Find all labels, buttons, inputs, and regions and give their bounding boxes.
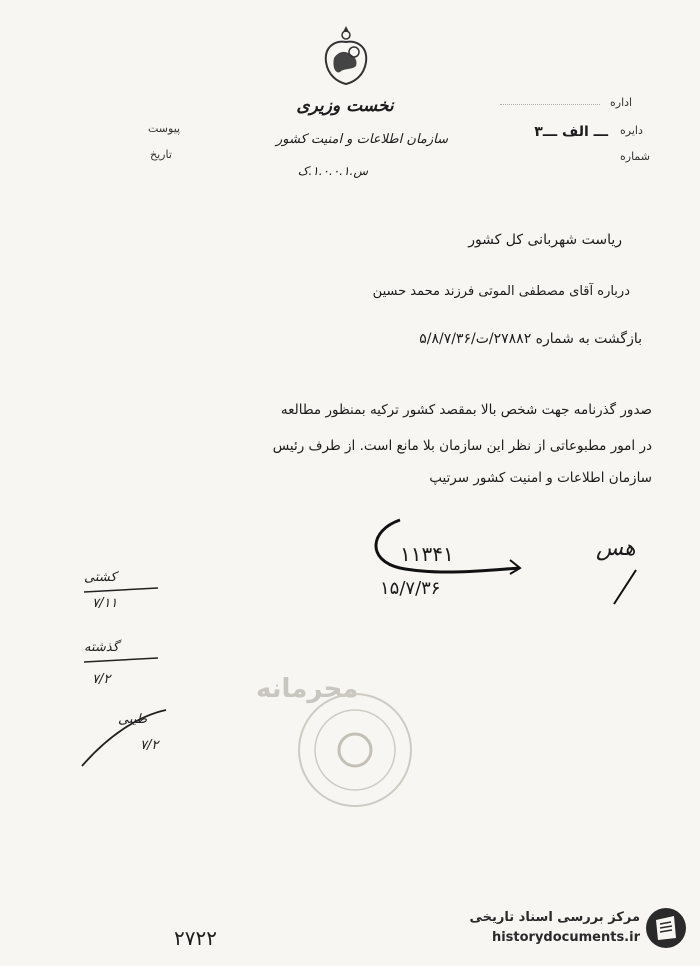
handwritten-initials: هس: [596, 536, 636, 561]
registration-date: ۱۵/۷/۳۶: [380, 578, 441, 599]
body-line: صدور گذرنامه جهت شخص بالا بمقصد کشور ترکیه بمنظور مطالعه: [280, 402, 652, 418]
lion-sun-crest-icon: [318, 22, 374, 88]
office-label: دایره: [620, 124, 643, 137]
handwritten-note-date: ۷/۱۱: [92, 596, 118, 611]
archive-logo-icon: [644, 906, 688, 950]
number-label: شماره: [620, 150, 651, 163]
department-label: اداره: [610, 96, 633, 109]
confidential-stamp: محرمانه: [256, 674, 359, 704]
watermark-text: مرکز بررسی اسناد تاریخی: [469, 910, 640, 925]
watermark-url: historydocuments.ir: [491, 930, 640, 945]
department-field: [500, 94, 600, 105]
handwritten-note-date: ۷/۲: [140, 738, 159, 753]
handwritten-note-date: ۷/۲: [92, 672, 111, 687]
initials-stroke: [610, 568, 640, 608]
reference-code: س.۱.۰.۰.۱.ک: [297, 164, 368, 178]
handwritten-note: طیبی: [118, 712, 148, 727]
official-seal-icon: [295, 690, 415, 810]
date-label: تاریخ: [150, 148, 172, 161]
reference-followup: بازگشت به شماره ۲۷۸۸۲/ت/۵/۸/۷/۳۶: [419, 331, 642, 347]
document-number: ۲۷۲۲: [174, 926, 217, 950]
addressee: ریاست شهربانی کل کشور: [468, 232, 622, 248]
handwritten-note: گذشته: [84, 640, 119, 655]
organization-title: نخست وزیری: [296, 96, 394, 116]
body-line: در امور مطبوعاتی از نظر این سازمان بلا مانع است. از طرف رئیس: [272, 438, 652, 454]
subject-line: درباره آقای مصطفی الموتی فرزند محمد حسین: [372, 284, 630, 299]
handwritten-note: کشتی: [84, 570, 117, 585]
organization-subtitle: سازمان اطلاعات و امنیت کشور: [275, 132, 448, 147]
body-line: سازمان اطلاعات و امنیت کشور سرتیپ: [429, 470, 652, 486]
registration-number: ۱۱۳۴۱: [400, 542, 454, 566]
attachment-label: پیوست: [148, 122, 181, 135]
office-value: ـــ الف ـــ۳: [534, 124, 608, 140]
